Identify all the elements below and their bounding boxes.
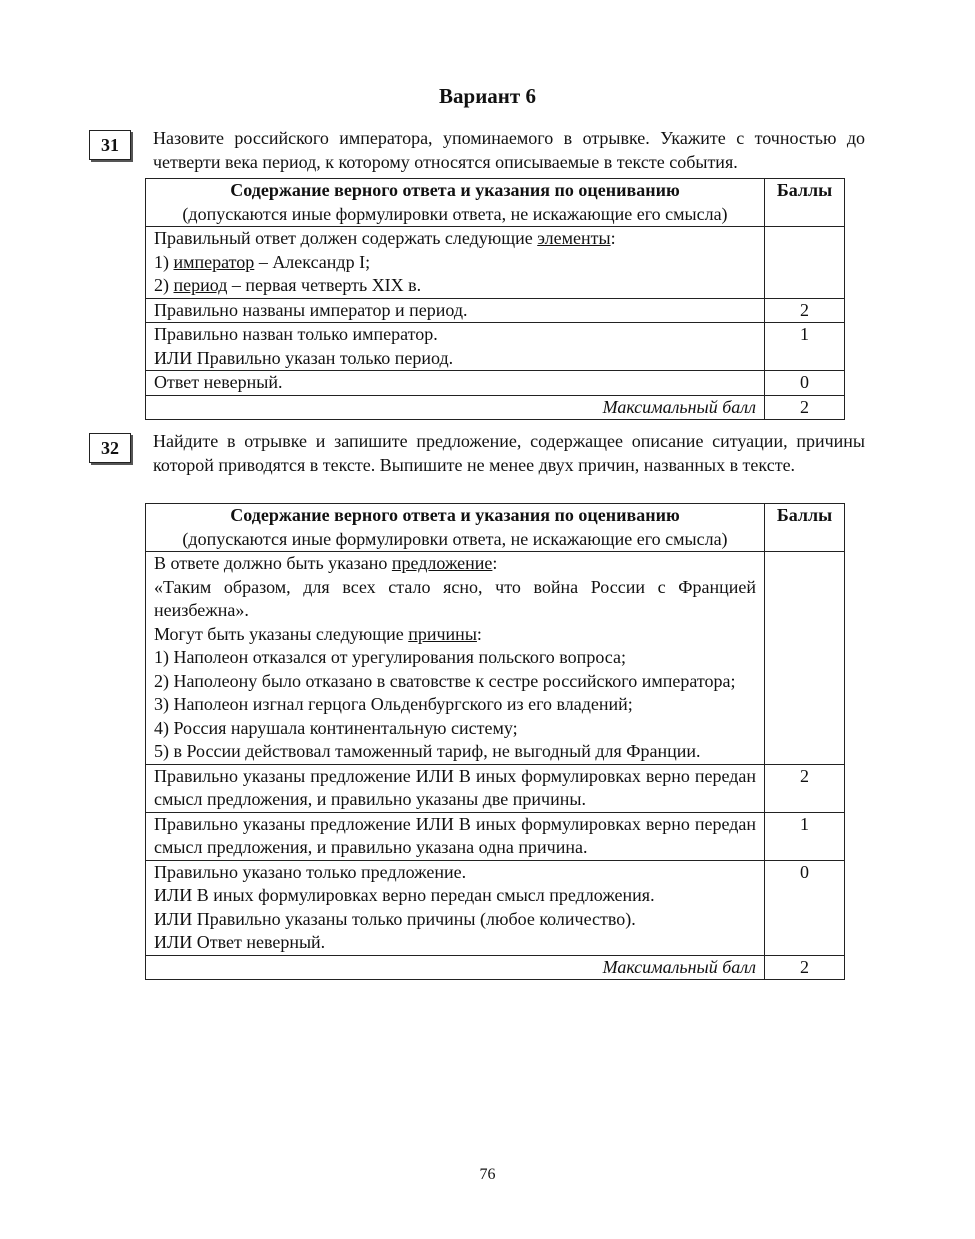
answer-content: Правильный ответ должен содержать следующие элементы: 1) император – Александр I; 2) период – первая четверть XIX в. xyxy=(146,227,765,299)
header-content xyxy=(146,179,765,227)
question-32-text: Найдите в отрывке и запишите предложение, содержащее описание ситуации, причины которой приводятся в тексте. Выпишите не менее двух причин, названных в тексте. xyxy=(153,431,865,475)
score-value: 1 xyxy=(765,323,845,371)
answer-row xyxy=(146,227,845,299)
answer-quote: «Таким образом, для всех стало ясно, что война России с Францией неизбежна». xyxy=(154,576,756,620)
header-note: (допускаются иные формулировки ответа, не искажающие его смысла) xyxy=(182,528,728,549)
table-header-row xyxy=(146,504,845,552)
table-row: Правильно названы император и период. 2 xyxy=(146,298,845,323)
header-note: (допускаются иные формулировки ответа, не искажающие его смысла) xyxy=(182,203,728,224)
max-score-value: 2 xyxy=(765,395,845,420)
header-score: Баллы xyxy=(765,504,845,552)
list-item: 3) Наполеон изгнал герцога Ольденбургского из его владений; xyxy=(154,694,633,714)
question-32-number: 32 xyxy=(89,433,131,463)
score-value: 1 xyxy=(765,812,845,860)
answer-row xyxy=(146,552,845,765)
table-row: Правильно указано только предложение. ИЛИ В иных формулировках верно передан смысл предложения. ИЛИ Правильно указаны только причины (любое количество). ИЛИ Ответ неверный. 0 xyxy=(146,860,845,955)
q32-scoring-table xyxy=(145,503,845,980)
table-row: Правильно назван только император. ИЛИ Правильно указан только период. 1 xyxy=(146,323,845,371)
score-value: 0 xyxy=(765,371,845,396)
max-score-value: 2 xyxy=(765,955,845,980)
list-item: 5) в России действовал таможенный тариф, не выгодный для Франции. xyxy=(154,741,701,761)
list-item: 1) Наполеон отказался от урегулирования польского вопроса; xyxy=(154,647,626,667)
table-row: Правильно указаны предложение ИЛИ В иных формулировках верно передан смысл предложения, и правильно указана одна причина. 1 xyxy=(146,812,845,860)
table-header-row xyxy=(146,179,845,227)
list-item: 2) Наполеону было отказано в сватовстве к сестре российского императора; xyxy=(154,670,736,691)
max-score-label: Максимальный балл xyxy=(146,955,765,980)
header-score: Баллы xyxy=(765,179,845,227)
page-number: 76 xyxy=(479,1166,496,1183)
header-main: Содержание верного ответа и указания по оцениванию xyxy=(230,505,680,525)
question-31-text: Назовите российского императора, упоминаемого в отрывке. Укажите с точностью до четверти века период, к которому относятся описываемые в тексте события. xyxy=(153,128,865,172)
max-score-row xyxy=(146,395,845,420)
variant-title: Вариант 6 xyxy=(439,84,536,108)
header-content xyxy=(146,504,765,552)
list-item: 4) Россия нарушала континентальную систему; xyxy=(154,717,518,738)
header-main: Содержание верного ответа и указания по оцениванию xyxy=(230,180,680,200)
table-row: Правильно указаны предложение ИЛИ В иных формулировках верно передан смысл предложения, и правильно указаны две причины. 2 xyxy=(146,764,845,812)
score-value: 2 xyxy=(765,298,845,323)
table-row: Ответ неверный. 0 xyxy=(146,371,845,396)
max-score-label: Максимальный балл xyxy=(146,395,765,420)
score-value: 0 xyxy=(765,860,845,955)
q31-scoring-table xyxy=(145,178,845,420)
max-score-row xyxy=(146,955,845,980)
question-31-number: 31 xyxy=(89,130,131,160)
answer-content: В ответе должно быть указано предложение: «Таким образом, для всех стало ясно, что война России с Францией неизбежна». Могут быть указаны следующие причины: 1) Наполеон отказался от урегулирования польского вопроса; 2) Наполеону было отказано в сватовстве к сестре российского императора; 3) Наполеон изгнал герцога Ольденбургского из его владений; 4) Россия нарушала континентальную систему; 5) в России действовал таможенный тариф, не выгодный для Франции. xyxy=(146,552,765,765)
score-value: 2 xyxy=(765,764,845,812)
